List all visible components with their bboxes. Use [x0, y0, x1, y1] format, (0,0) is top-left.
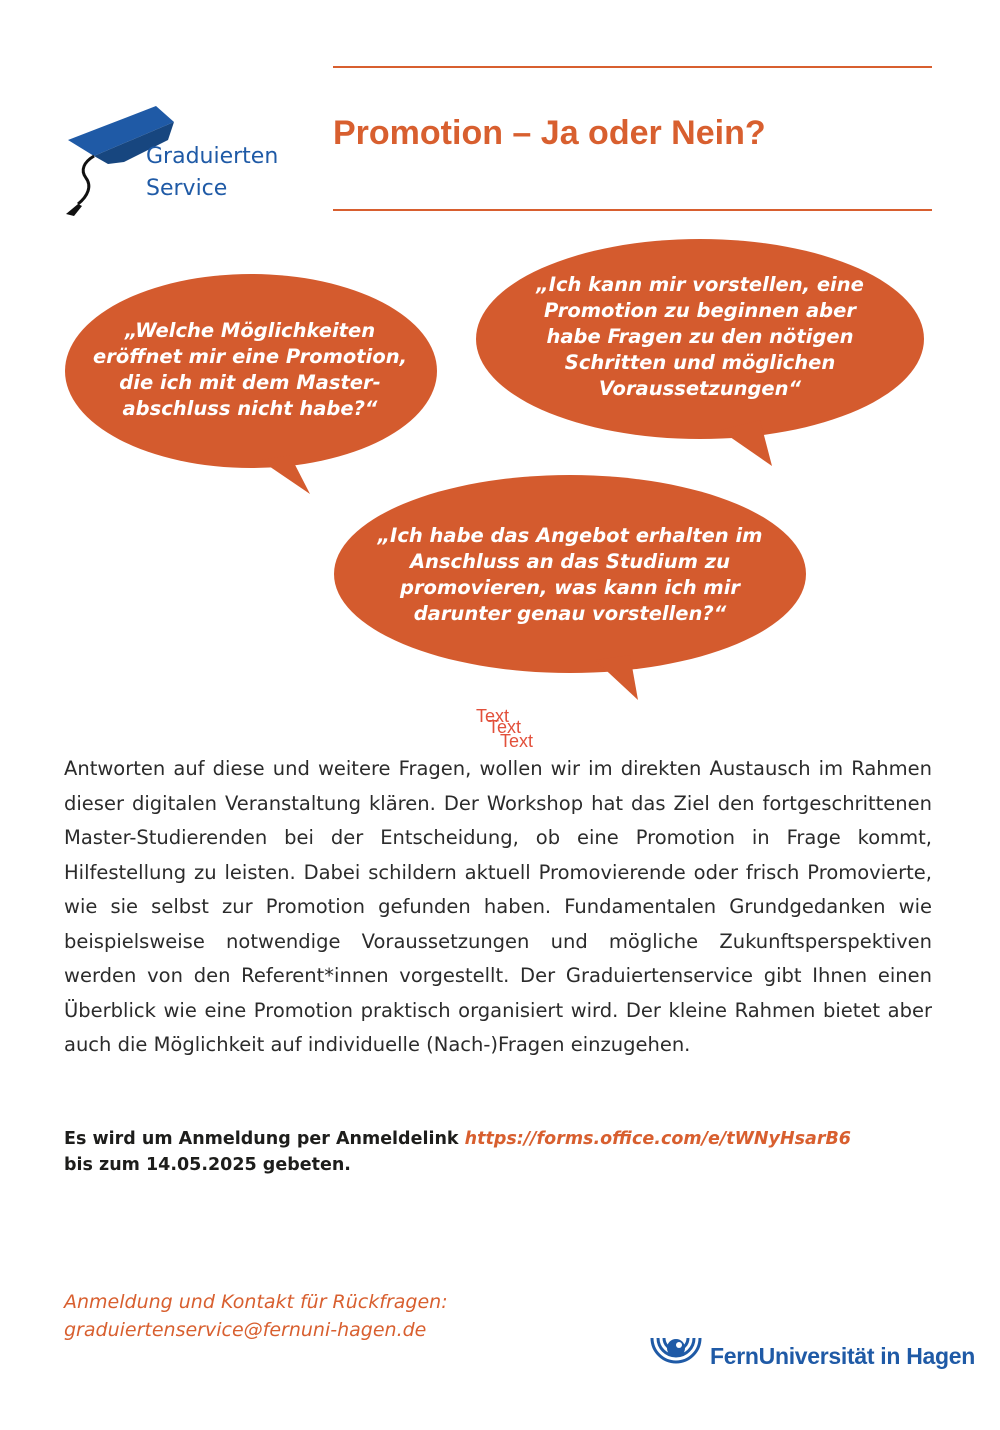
- body-paragraph: Antworten auf diese und weitere Fragen, wollen wir im direkten Austausch im Rahmen dieser digitalen Veranstaltung klären. Der Workshop hat das Ziel den fortgeschrittenen Master-Studierenden bei der Entscheidung, ob eine Promotion in Frage kommt, Hilfestellung zu leisten. Dabei schildern aktuell Promovierende oder frisch Promovierte, wie sie selbst zur Promotion gefunden haben. Fundamentalen Grundgedanken wie beispielsweise notwendige Voraussetzungen und mögliche Zukunftsperspektiven werden von den Referent*innen vorgestellt. Der Graduiertenservice gibt Ihnen einen Überblick wie eine Promotion praktisch organisiert wird. Der kleine Rahmen bietet aber auch die Möglichkeit auf individuelle (Nach-)Fragen einzugehen.: [64, 757, 932, 1056]
- speech-bubble-center-text: „Ich habe das Angebot erhalten im Anschluss an das Studium zu promovieren, was kann ich mir darunter genau vorstellen?“: [377, 524, 763, 625]
- logo-line-service: Service: [146, 176, 228, 201]
- fernuni-logo-icon: [648, 1330, 704, 1378]
- speech-bubble-left-text: „Welche Möglichkeiten eröffnet mir eine Promotion, die ich mit dem Master-abschluss nicht habe?“: [92, 319, 408, 420]
- registration-intro: Es wird um Anmeldung per Anmeldelink: [64, 1129, 459, 1149]
- text-placeholder: Text: [500, 731, 534, 751]
- fernuni-logo-text: FernUniversität in Hagen: [710, 1343, 976, 1369]
- logo-line-graduierten: Graduierten: [146, 144, 279, 169]
- registration-note: [64, 1126, 964, 1178]
- contact-block: [64, 1288, 448, 1344]
- speech-bubble-right-text: „Ich kann mir vorstellen, eine Promotion zu beginnen aber habe Fragen zu den nötigen Schritten und möglichen Voraussetzungen“: [536, 273, 864, 400]
- contact-label: Anmeldung und Kontakt für Rückfragen:: [64, 1291, 448, 1313]
- contact-email-link[interactable]: graduiertenservice@fernuni-hagen.de: [64, 1319, 427, 1341]
- text-placeholder: Text: [488, 717, 522, 737]
- registration-deadline: bis zum 14.05.2025 gebeten.: [64, 1155, 351, 1175]
- text-placeholder: Text: [476, 706, 510, 726]
- registration-link[interactable]: https://forms.office.com/e/tWNyHsarB6: [464, 1129, 851, 1149]
- page-title: Promotion – Ja oder Nein?: [333, 114, 766, 152]
